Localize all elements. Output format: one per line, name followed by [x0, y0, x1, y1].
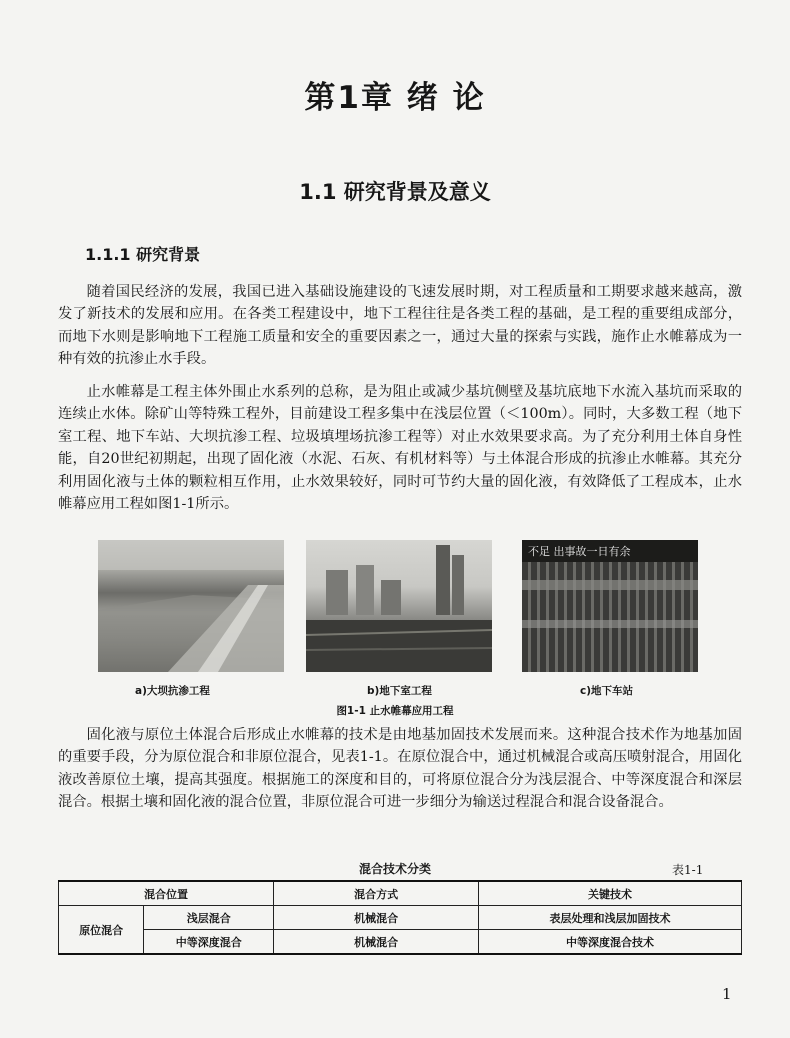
- row-method: 机械混合: [274, 930, 479, 955]
- banner-text: 不足 出事故一日有余: [528, 545, 631, 558]
- basement-construction-photo: [306, 540, 492, 672]
- page-number: 1: [722, 985, 732, 1003]
- row-tech: 中等深度混合技术: [479, 930, 742, 955]
- sub-caption-b: b)地下室工程: [367, 685, 432, 697]
- header-method: 混合方式: [274, 881, 479, 906]
- mixing-technology-table: [58, 880, 742, 955]
- table-row: [59, 930, 742, 955]
- row-position: 浅层混合: [144, 906, 274, 930]
- table-row: [59, 906, 742, 930]
- dam-seepage-photo: [98, 540, 284, 672]
- figure-1-1: [98, 540, 698, 674]
- header-tech: 关键技术: [479, 881, 742, 906]
- paragraph-3: 固化液与原位土体混合后形成止水帷幕的技术是由地基加固技术发展而来。这种混合技术作为地基加固的重要手段，分为原位混合和非原位混合，见表1-1。在原位混合中，通过机械混合或高压喷射混合，用固化液改善原位土壤，提高其强度。根据施工的深度和目的，可将原位混合分为浅层混合、中等深度混合和深层混合。根据土壤和固化液的混合位置，非原位混合可进一步细分为输送过程混合和混合设备混合。: [58, 727, 742, 811]
- row-position: 中等深度混合: [144, 930, 274, 955]
- row-method: 机械混合: [274, 906, 479, 930]
- table-title: 混合技术分类: [358, 862, 431, 876]
- group-label: 原位混合: [59, 906, 144, 955]
- figure-caption: 图1-1 止水帷幕应用工程: [336, 705, 454, 717]
- paragraph-1: 随着国民经济的发展，我国已进入基础设施建设的飞速发展时期，对工程质量和工期要求越来越高，激发了新技术的发展和应用。在各类工程建设中，地下工程往往是各类工程的基础，是工程的重要组成部分，而地下水则是影响地下工程施工质量和安全的重要因素之一，通过大量的探索与实践，施作止水帷幕成为一种有效的抗渗止水手段。: [58, 284, 742, 368]
- table-number: 表1-1: [672, 863, 704, 877]
- row-tech: 表层处理和浅层加固技术: [479, 906, 742, 930]
- sub-caption-c: c)地下车站: [580, 685, 634, 697]
- sub-caption-a: a)大坝抗渗工程: [135, 685, 210, 697]
- section-title: 1.1 研究背景及意义: [299, 180, 491, 204]
- paragraph-2: 止水帷幕是工程主体外围止水系列的总称，是为阻止或减少基坑侧壁及基坑底地下水流入基坑而采取的连续止水体。除矿山等特殊工程外，目前建设工程多集中在浅层位置（＜100m）。同时，大多数工程（地下室工程、地下车站、大坝抗渗工程、垃圾填埋场抗渗工程等）对止水效果要求高。为了充分利用土体自身性能，自20世纪初期起，出现了固化液（水泥、石灰、有机材料等）与土体混合形成的抗渗止水帷幕。其充分利用固化液与土体的颗粒相互作用，止水效果较好，同时可节约大量的固化液，有效降低了工程成本，止水帷幕应用工程如图1-1所示。: [58, 384, 742, 513]
- header-position: 混合位置: [59, 881, 274, 906]
- table-header-row: [59, 881, 742, 906]
- subsection-title: 1.1.1 研究背景: [85, 245, 201, 264]
- subway-station-photo: [522, 540, 698, 672]
- chapter-title: 第1章 绪 论: [304, 80, 486, 116]
